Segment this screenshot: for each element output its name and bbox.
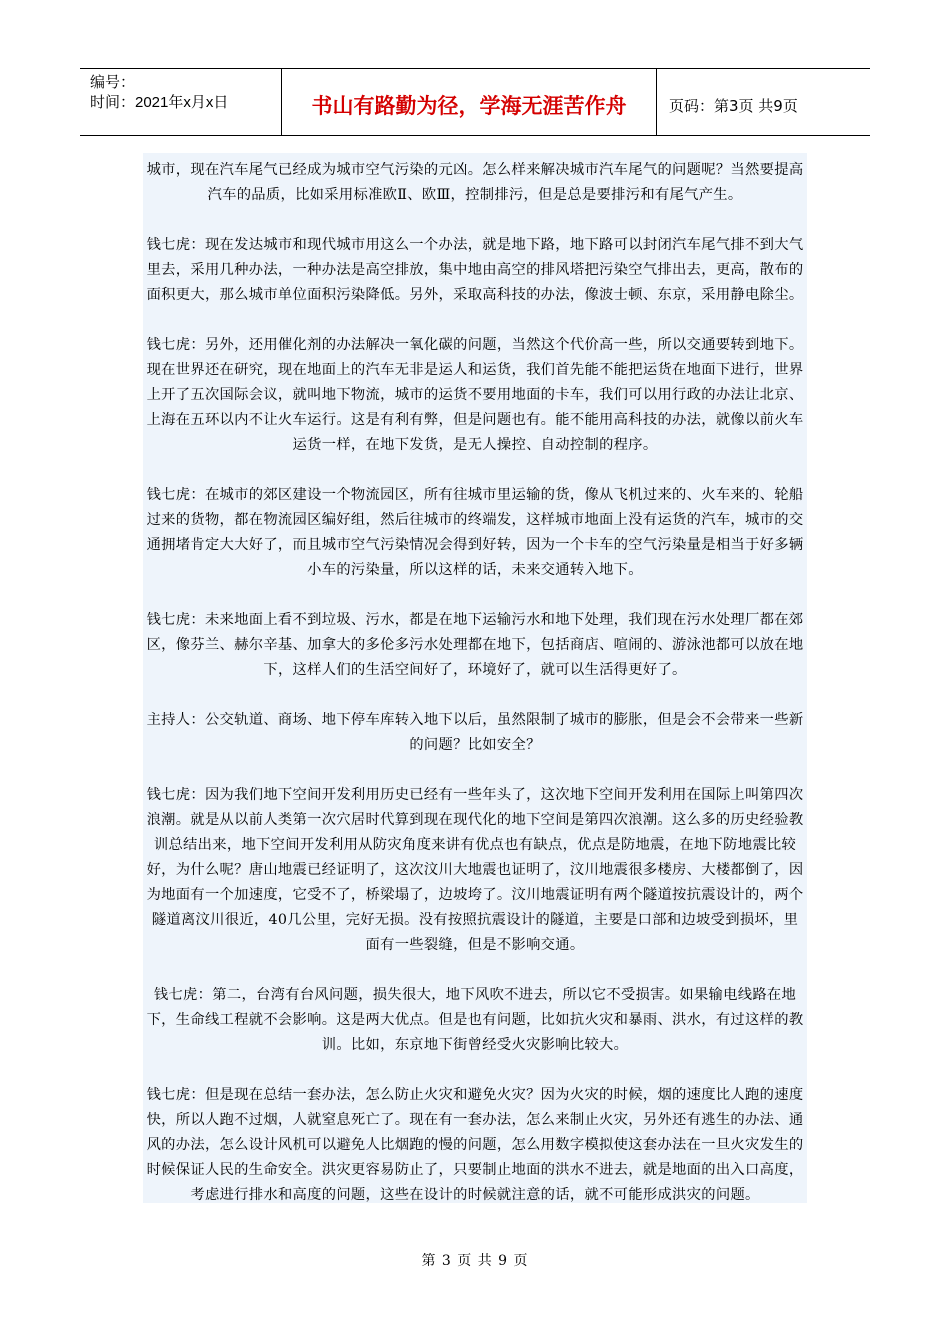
paragraph: 钱七虎：第二，台湾有台风问题，损失很大，地下风吹不进去，所以它不受损害。如果输电线路在地下，生命线工程就不会影响。这是两大优点。但是也有问题，比如抗火灾和暴雨、洪水，有过这样的教训。比如，东京地下街曾经受火灾影响比较大。 — [146, 987, 804, 1053]
page-header — [80, 68, 870, 136]
document-body — [143, 153, 807, 1203]
paragraph: 钱七虎：未来地面上看不到垃圾、污水，都是在地下运输污水和地下处理，我们现在污水处理厂都在郊区，像芬兰、赫尔辛基、加拿大的多伦多污水处理都在地下，包括商店、喧闹的、游泳池都可以放在地下，这样人们的生活空间好了，环境好了，就可以生活得更好了。 — [146, 612, 804, 678]
header-meta — [80, 69, 282, 135]
paragraph: 钱七虎：因为我们地下空间开发利用历史已经有一些年头了，这次地下空间开发利用在国际上叫第四次浪潮。就是从以前人类第一次穴居时代算到现在现代化的地下空间是第四次浪潮。这么多的历史经验教训总结出来，地下空间开发利用从防灾角度来讲有优点也有缺点，优点是防地震，在地下防地震比较好，为什么呢？唐山地震已经证明了，这次汶川大地震也证明了，汶川地震很多楼房、大楼都倒了，因为地面有一个加速度，它受不了，桥梁塌了，边坡垮了。汶川地震证明有两个隧道按抗震设计的，两个隧道离汶川很近，40几公里，完好无损。没有按照抗震设计的隧道，主要是口部和边坡受到损坏，里面有一些裂缝，但是不影响交通。 — [146, 787, 804, 953]
paragraph: 钱七虎：现在发达城市和现代城市用这么一个办法，就是地下路，地下路可以封闭汽车尾气排不到大气里去，采用几种办法，一种办法是高空排放，集中地由高空的排风塔把污染空气排出去，更高，散布的面积更大，那么城市单位面积污染降低。另外，采取高科技的办法，像波士顿、东京，采用静电除尘。 — [146, 237, 804, 303]
paragraph: 主持人：公交轨道、商场、地下停车库转入地下以后，虽然限制了城市的膨胀，但是会不会带来一些新的问题？比如安全？ — [146, 712, 804, 753]
paragraph: 钱七虎：在城市的郊区建设一个物流园区，所有往城市里运输的货，像从飞机过来的、火车来的、轮船过来的货物，都在物流园区编好组，然后往城市的终端发，这样城市地面上没有运货的汽车，城市的交通拥堵肯定大大好了，而且城市空气污染情况会得到好转，因为一个卡车的空气污染量是相当于好多辆小车的污染量，所以这样的话，未来交通转入地下。 — [146, 487, 804, 578]
header-motto: 书山有路勤为径，学海无涯苦作舟 — [282, 69, 657, 135]
paragraph: 城市，现在汽车尾气已经成为城市空气污染的元凶。怎么样来解决城市汽车尾气的问题呢？当然要提高汽车的品质，比如采用标准欧Ⅱ、欧Ⅲ，控制排污，但是总是要排污和有尾气产生。 — [146, 162, 804, 203]
header-page-number: 页码：第3页 共9页 — [669, 96, 798, 115]
paragraph: 钱七虎：另外，还用催化剂的办法解决一氧化碳的问题，当然这个代价高一些，所以交通要转到地下。现在世界还在研究，现在地面上的汽车无非是运人和运货，我们首先能不能把运货在地面下进行，世界上开了五次国际会议，就叫地下物流，城市的运货不要用地面的卡车，我们可以用行政的办法让北京、上海在五环以内不让火车运行。这是有利有弊，但是问题也有。能不能用高科技的办法，就像以前火车运货一样，在地下发货，是无人操控、自动控制的程序。 — [146, 337, 804, 453]
paragraph: 钱七虎：但是现在总结一套办法，怎么防止火灾和避免火灾？因为火灾的时候，烟的速度比人跑的速度快，所以人跑不过烟，人就窒息死亡了。现在有一套办法，怎么来制止火灾，另外还有逃生的办法、通风的办法，怎么设计风机可以避免人比烟跑的慢的问题，怎么用数字模拟使这套办法在一旦火灾发生的时候保证人民的生命安全。洪灾更容易防止了，只要制止地面的洪水不进去，就是地面的出入口高度，考虑进行排水和高度的问题，这些在设计的时候就注意的话，就不可能形成洪灾的问题。 — [146, 1087, 804, 1203]
document-number-label: 编号： — [90, 74, 136, 91]
page-footer: 第 3 页 共 9 页 — [421, 1253, 529, 1269]
document-date-label: 时间：2021年x月x日 — [90, 94, 229, 111]
